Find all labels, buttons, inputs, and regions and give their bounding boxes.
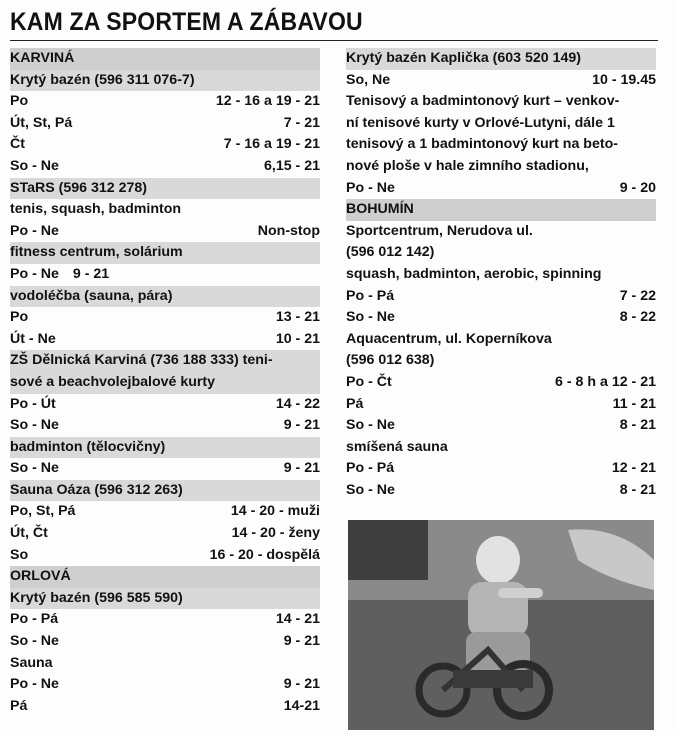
schedule-row — [346, 415, 656, 437]
schedule-row — [10, 134, 320, 156]
schedule-days: Út, Čt — [10, 525, 48, 542]
schedule-row — [10, 501, 320, 523]
venue-heading: Krytý bazén Kaplička (603 520 149) — [346, 48, 656, 70]
schedule-hours: 14 - 20 - ženy — [231, 525, 320, 542]
schedule-hours: 14-21 — [283, 697, 320, 714]
info-line: Sportcentrum, Nerudova ul. — [346, 222, 533, 239]
schedule-hours: 9 - 20 — [619, 179, 656, 196]
schedule-days: Po - Pá — [346, 460, 395, 477]
schedule-hours: Non-stop — [257, 222, 320, 239]
schedule-hours: 7 - 22 — [619, 287, 656, 304]
schedule-days: Po - Ne — [10, 265, 59, 282]
schedule-row — [10, 156, 320, 178]
schedule-row — [346, 458, 656, 480]
schedule-row — [346, 178, 656, 200]
schedule-row — [10, 696, 320, 718]
schedule-hours: 12 - 16 a 19 - 21 — [215, 93, 320, 110]
schedule-row — [346, 372, 656, 394]
venue-heading: fitness centrum, solárium — [10, 242, 320, 264]
schedule-days: So, Ne — [346, 71, 391, 88]
schedule-row — [10, 307, 320, 329]
schedule-days: Pá — [10, 697, 28, 714]
description-line: ní tenisové kurty v Orlové-Lutyni, dále 1 — [346, 114, 615, 131]
section-heading: KARVINÁ — [10, 48, 320, 70]
schedule-row — [10, 264, 320, 286]
schedule-days: Po - Ne — [10, 222, 59, 239]
schedule-row — [10, 523, 320, 545]
schedule-row — [10, 631, 320, 653]
schedule-row — [10, 674, 320, 696]
schedule-hours: 13 - 21 — [275, 309, 320, 326]
schedule-days: Po - Čt — [346, 373, 392, 390]
section-heading: ORLOVÁ — [10, 566, 320, 588]
schedule-row — [346, 286, 656, 308]
info-line: squash, badminton, aerobic, spinning — [346, 265, 602, 282]
schedule-days: So - Ne — [10, 417, 59, 434]
schedule-row — [346, 480, 656, 502]
schedule-row — [10, 329, 320, 351]
schedule-row — [10, 545, 320, 567]
venue-heading: Sauna Oáza (596 312 263) — [10, 480, 320, 502]
schedule-days: So - Ne — [10, 633, 59, 650]
venue-heading: STaRS (596 312 278) — [10, 178, 320, 200]
title-rule — [10, 40, 658, 41]
schedule-days: So - Ne — [10, 460, 59, 477]
schedule-days: Út, St, Pá — [10, 114, 73, 131]
schedule-hours: 8 - 22 — [619, 309, 656, 326]
schedule-hours: 6,15 - 21 — [263, 157, 320, 174]
schedule-row — [10, 458, 320, 480]
venue-heading: sové a beachvolejbalové kurty — [10, 372, 320, 394]
schedule-hours: 7 - 21 — [283, 114, 320, 131]
schedule-row — [346, 70, 656, 92]
child-on-tricycle-photo — [348, 520, 654, 730]
schedule-hours: 9 - 21 — [283, 633, 320, 650]
schedule-row — [346, 394, 656, 416]
schedule-hours: 16 - 20 - dospělá — [209, 546, 320, 563]
venue-heading: Krytý bazén (596 311 076-7) — [10, 70, 320, 92]
right-column — [346, 48, 656, 501]
schedule-hours: 6 - 8 h a 12 - 21 — [555, 373, 656, 390]
description-line: nové ploše v hale zimního stadionu, — [346, 157, 589, 174]
schedule-days: So — [10, 546, 29, 563]
schedule-days: Čt — [10, 136, 25, 153]
schedule-row — [10, 221, 320, 243]
description-line: Tenisový a badmintonový kurt – venkov- — [346, 93, 620, 110]
page-title: KAM ZA SPORTEM A ZÁBAVOU — [10, 8, 363, 36]
schedule-days: Po - Ne — [10, 676, 59, 693]
schedule-days: So - Ne — [346, 417, 395, 434]
schedule-days: Po, St, Pá — [10, 503, 76, 520]
info-line: (596 012 638) — [346, 352, 435, 369]
schedule-row — [10, 91, 320, 113]
schedule-hours: 9 - 21 — [72, 265, 110, 282]
schedule-days: Po — [10, 309, 29, 326]
schedule-hours: 10 - 19.45 — [592, 71, 656, 88]
schedule-hours: 9 - 21 — [283, 417, 320, 434]
schedule-hours: 14 - 20 - muži — [230, 503, 320, 520]
schedule-days: Út - Ne — [10, 330, 56, 347]
schedule-days: Po - Út — [10, 395, 56, 412]
info-line: Aquacentrum, ul. Koperníkova — [346, 330, 552, 347]
venue-heading: ZŠ Dělnická Karviná (736 188 333) teni- — [10, 350, 320, 372]
left-column — [10, 48, 320, 717]
schedule-days: Po - Ne — [346, 179, 395, 196]
schedule-hours: 9 - 21 — [283, 460, 320, 477]
schedule-hours: 12 - 21 — [611, 460, 656, 477]
schedule-days: Pá — [346, 395, 364, 412]
schedule-hours: 10 - 21 — [275, 330, 320, 347]
info-line: (596 012 142) — [346, 244, 435, 261]
schedule-hours: 14 - 22 — [275, 395, 320, 412]
section-heading: BOHUMÍN — [346, 199, 656, 221]
schedule-hours: 9 - 21 — [283, 676, 320, 693]
schedule-days: Po - Pá — [10, 611, 59, 628]
schedule-hours: 11 - 21 — [612, 395, 656, 412]
schedule-days: So - Ne — [346, 309, 395, 326]
schedule-row — [10, 394, 320, 416]
schedule-hours: 8 - 21 — [619, 417, 656, 434]
info-line: tenis, squash, badminton — [10, 201, 182, 218]
schedule-row — [346, 307, 656, 329]
venue-heading: Krytý bazén (596 585 590) — [10, 588, 320, 610]
info-line: smíšená sauna — [346, 438, 448, 455]
schedule-hours: 8 - 21 — [619, 481, 656, 498]
venue-heading: vodoléčba (sauna, pára) — [10, 286, 320, 308]
schedule-days: Po - Pá — [346, 287, 395, 304]
photo-illustration — [348, 520, 654, 730]
schedule-days: So - Ne — [346, 481, 395, 498]
schedule-hours: 7 - 16 a 19 - 21 — [223, 136, 320, 153]
schedule-days: Po — [10, 93, 29, 110]
schedule-row — [10, 415, 320, 437]
schedule-row — [10, 609, 320, 631]
schedule-days: So - Ne — [10, 157, 59, 174]
schedule-hours: 14 - 21 — [275, 611, 320, 628]
info-line: Sauna — [10, 654, 53, 671]
venue-heading: badminton (tělocvičny) — [10, 437, 320, 459]
schedule-row — [10, 113, 320, 135]
description-line: tenisový a 1 badmintonový kurt na beto- — [346, 136, 618, 153]
